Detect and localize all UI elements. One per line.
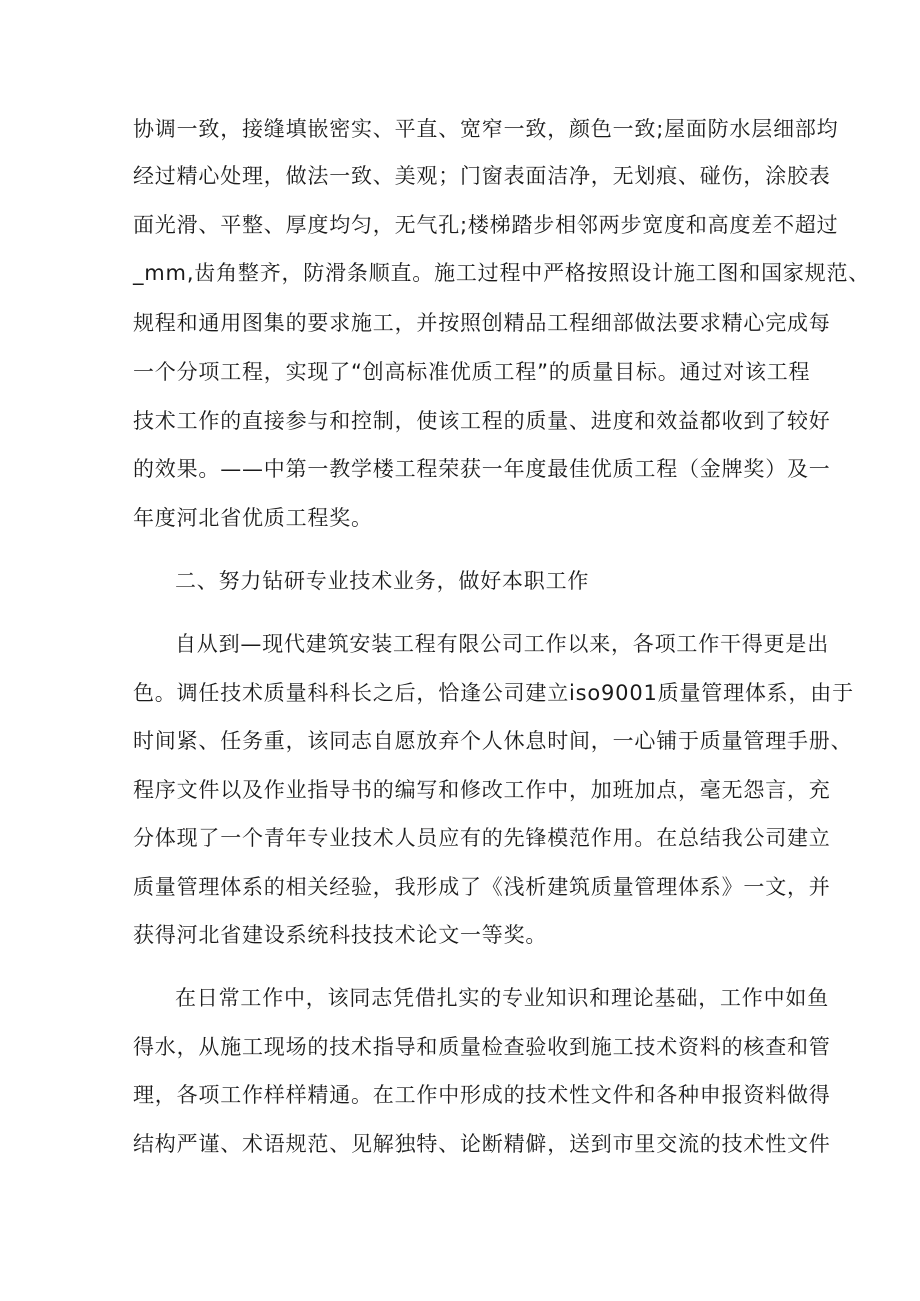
text-line: 在日常工作中，该同志凭借扎实的专业知识和理论基础，工作中如鱼 [175,986,829,1010]
text-line: 时间紧、任务重，该同志自愿放弃个人休息时间，一心铺于质量管理手册、 [133,729,853,753]
text-line: 色。调任技术质量科科长之后，恰逢公司建立iso9001质量管理体系，由于 [133,681,854,705]
text-line: 经过精心处理，做法一致、美观；门窗表面洁净，无划痕、碰伤，涂胶表 [133,164,831,188]
text-line: 的效果。——中第一教学楼工程荣获一年度最佳优质工程（金牌奖）及一 [133,457,831,481]
text-line: 质量管理体系的相关经验，我形成了《浅析建筑质量管理体系》一文，并 [133,875,831,899]
text-line: 技术工作的直接参与和控制，使该工程的质量、进度和效益都收到了较好 [133,409,831,433]
text-line: 一个分项工程，实现了“创高标准优质工程”的质量目标。通过对该工程 [133,360,811,384]
text-line: 面光滑、平整、厚度均匀，无气孔;楼梯踏步相邻两步宽度和高度差不超过 [133,213,839,237]
text-line: 协调一致，接缝填嵌密实、平直、宽窄一致，颜色一致;屋面防水层细部均 [133,117,839,141]
text-line: 理，各项工作样样精通。在工作中形成的技术性文件和各种申报资料做得 [133,1083,831,1107]
text-line: 分体现了一个青年专业技术人员应有的先锋模范作用。在总结我公司建立 [133,826,831,850]
text-line: 得水，从施工现场的技术指导和质量检查验收到施工技术资料的核查和管 [133,1035,831,1059]
text-line: 年度河北省优质工程奖。 [133,506,373,530]
text-line: 获得河北省建设系统科技技术论文一等奖。 [133,923,548,947]
text-line: _mm,齿角整齐，防滑条顺直。施工过程中严格按照设计施工图和国家规范、 [133,261,871,285]
section-heading: 二、努力钻研专业技术业务，做好本职工作 [175,569,590,593]
text-line: 结构严谨、术语规范、见解独特、论断精僻，送到市里交流的技术性文件 [133,1132,831,1156]
text-line: 程序文件以及作业指导书的编写和修改工作中，加班加点，毫无怨言，充 [133,778,831,802]
text-line: 自从到—现代建筑安装工程有限公司工作以来，各项工作干得更是出 [175,632,829,656]
text-line: 规程和通用图集的要求施工，并按照创精品工程细部做法要求精心完成每 [133,311,831,335]
